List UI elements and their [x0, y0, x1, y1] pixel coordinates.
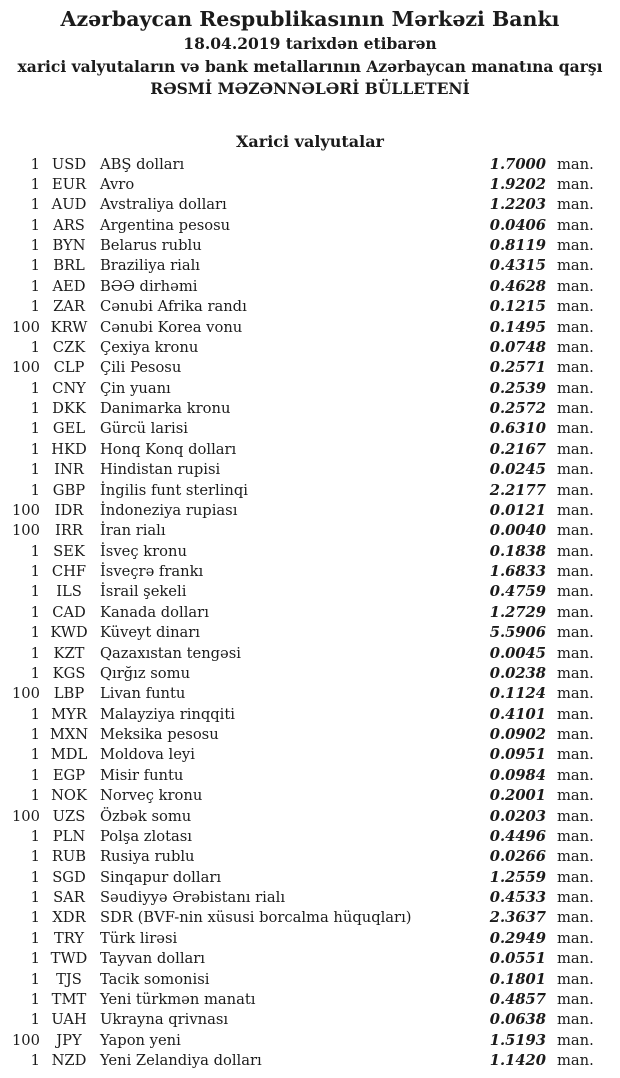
rate-value-cell: 0.4759: [489, 583, 546, 601]
table-row: [0, 949, 620, 969]
rate-value-cell: 0.0040: [489, 522, 546, 540]
table-row: [0, 725, 620, 745]
currency-code-cell: CNY: [52, 379, 86, 397]
currency-code-cell: NOK: [51, 787, 87, 805]
quantity-cell: 1: [30, 440, 40, 458]
quantity-cell: 1: [30, 603, 40, 621]
currency-code-cell: CZK: [52, 338, 86, 356]
currency-name-cell: İngilis funt sterlinqi: [100, 481, 248, 499]
table-row: [0, 990, 620, 1010]
currency-code-cell: RUB: [51, 848, 87, 866]
table-row: [0, 1051, 620, 1071]
quantity-cell: 1: [30, 420, 40, 438]
unit-cell: man.: [557, 216, 594, 234]
quantity-cell: 100: [11, 685, 40, 703]
unit-cell: man.: [557, 644, 594, 662]
table-row: [0, 216, 620, 236]
currency-name-cell: Avro: [100, 175, 135, 193]
table-row: [0, 1031, 620, 1051]
rate-value-cell: 1.7000: [489, 155, 546, 173]
quantity-cell: 1: [30, 277, 40, 295]
currency-name-cell: Norveç kronu: [100, 787, 203, 805]
rate-value-cell: 1.2203: [489, 196, 546, 214]
unit-cell: man.: [557, 685, 594, 703]
rate-value-cell: 0.0406: [489, 216, 546, 234]
currency-code-cell: IDR: [54, 501, 84, 519]
currency-name-cell: İndoneziya rupiası: [100, 501, 238, 519]
unit-cell: man.: [557, 196, 594, 214]
table-row: [0, 338, 620, 358]
table-row: [0, 847, 620, 867]
currency-code-cell: USD: [51, 155, 87, 173]
quantity-cell: 1: [30, 1052, 40, 1069]
currency-name-cell: Türk lirəsi: [100, 929, 178, 947]
rate-value-cell: 0.2167: [489, 440, 546, 458]
rate-value-cell: 0.4628: [489, 277, 546, 295]
currency-name-cell: Polşa zlotası: [100, 827, 192, 845]
rate-value-cell: 1.6833: [489, 563, 546, 580]
rate-value-cell: 1.5193: [489, 1031, 546, 1049]
quantity-cell: 1: [30, 848, 40, 866]
table-row: [0, 318, 620, 338]
currency-name-cell: Braziliya rialı: [100, 257, 200, 275]
currency-code-cell: GBP: [52, 481, 86, 499]
unit-cell: man.: [557, 155, 594, 173]
quantity-cell: 100: [11, 1031, 40, 1049]
currency-name-cell: Belarus rublu: [100, 237, 202, 254]
quantity-cell: 1: [30, 175, 40, 193]
currency-name-cell: Livan funtu: [100, 685, 186, 703]
unit-cell: man.: [557, 950, 594, 968]
rate-value-cell: 0.0951: [489, 746, 546, 764]
unit-cell: man.: [557, 257, 594, 275]
table-row: [0, 623, 620, 643]
quantity-cell: 1: [30, 624, 40, 642]
currency-name-cell: Sinqapur dolları: [100, 868, 222, 886]
quantity-cell: 1: [30, 909, 40, 927]
rate-value-cell: 0.0266: [489, 848, 546, 866]
rate-value-cell: 0.2571: [489, 359, 546, 377]
rate-value-cell: 0.0638: [489, 1011, 546, 1029]
quantity-cell: 1: [30, 644, 40, 662]
quantity-cell: 100: [11, 318, 40, 336]
unit-cell: man.: [557, 583, 594, 601]
rate-value-cell: 0.4857: [489, 990, 546, 1008]
table-row: [0, 460, 620, 480]
currency-code-cell: SGD: [52, 868, 86, 886]
rate-value-cell: 0.0748: [489, 338, 546, 356]
quantity-cell: 1: [30, 746, 40, 764]
currency-code-cell: SAR: [53, 889, 85, 906]
table-row: [0, 603, 620, 623]
rate-value-cell: 1.1420: [489, 1052, 546, 1069]
unit-cell: man.: [557, 461, 594, 479]
currency-name-cell: BƏƏ dirhəmi: [100, 277, 198, 295]
table-row: [0, 684, 620, 704]
currency-name-cell: Özbək somu: [100, 807, 192, 825]
currency-code-cell: UAH: [51, 1011, 87, 1029]
currency-code-cell: IRR: [55, 522, 83, 540]
quantity-cell: 100: [11, 501, 40, 519]
currency-code-cell: JPY: [56, 1031, 82, 1049]
rate-value-cell: 0.4496: [489, 827, 546, 845]
rate-value-cell: 0.2001: [489, 787, 546, 805]
quantity-cell: 1: [30, 338, 40, 356]
quantity-cell: 1: [30, 155, 40, 173]
currency-code-cell: TJS: [56, 970, 82, 988]
currency-name-cell: Kanada dolları: [100, 603, 209, 621]
unit-cell: man.: [557, 664, 594, 682]
table-row: [0, 827, 620, 847]
unit-cell: man.: [557, 624, 594, 642]
currency-code-cell: UZS: [52, 807, 86, 825]
currency-name-cell: Cənubi Korea vonu: [100, 318, 243, 336]
unit-cell: man.: [557, 868, 594, 886]
rate-value-cell: 0.8119: [489, 237, 546, 254]
currency-name-cell: SDR (BVF-nin xüsusi borcalma hüquqları): [100, 909, 412, 927]
currency-code-cell: CAD: [52, 603, 86, 621]
rate-value-cell: 5.5906: [489, 624, 546, 642]
table-row: [0, 297, 620, 317]
currency-name-cell: Tacik somonisi: [100, 970, 210, 988]
currency-name-cell: Argentina pesosu: [100, 216, 231, 234]
table-row: [0, 256, 620, 276]
currency-code-cell: CLP: [53, 359, 85, 377]
rate-value-cell: 2.3637: [489, 909, 546, 927]
quantity-cell: 1: [30, 237, 40, 254]
quantity-cell: 1: [30, 481, 40, 499]
currency-code-cell: TRY: [53, 929, 85, 947]
rate-value-cell: 0.0902: [489, 726, 546, 743]
unit-cell: man.: [557, 542, 594, 560]
currency-name-cell: İsveçrə frankı: [100, 563, 204, 580]
unit-cell: man.: [557, 379, 594, 397]
table-row: [0, 888, 620, 908]
currency-code-cell: INR: [54, 461, 84, 479]
currency-name-cell: Misir funtu: [100, 766, 184, 784]
table-row: [0, 786, 620, 806]
quantity-cell: 1: [30, 827, 40, 845]
currency-code-cell: AED: [52, 277, 86, 295]
currency-code-cell: MYR: [51, 705, 87, 723]
quantity-cell: 1: [30, 379, 40, 397]
currency-code-cell: TWD: [50, 950, 88, 968]
rate-value-cell: 1.2729: [489, 603, 546, 621]
bulletin-header: [0, 5, 620, 101]
currency-code-cell: SEK: [53, 542, 85, 560]
rate-value-cell: 1.2559: [489, 868, 546, 886]
section-heading: Xarici valyutalar: [236, 131, 384, 151]
currency-code-cell: TMT: [51, 990, 87, 1008]
currency-code-cell: EGP: [52, 766, 86, 784]
unit-cell: man.: [557, 400, 594, 417]
currency-code-cell: ARS: [53, 216, 85, 234]
unit-cell: man.: [557, 501, 594, 519]
currency-name-cell: Yeni Zelandiya dolları: [100, 1052, 262, 1069]
unit-cell: man.: [557, 705, 594, 723]
unit-cell: man.: [557, 909, 594, 927]
quantity-cell: 1: [30, 196, 40, 214]
quantity-cell: 100: [11, 359, 40, 377]
quantity-cell: 1: [30, 583, 40, 601]
rate-value-cell: 1.9202: [489, 175, 546, 193]
unit-cell: man.: [557, 726, 594, 743]
currency-name-cell: Qazaxıstan tengəsi: [100, 644, 241, 662]
rate-value-cell: 0.1215: [489, 298, 546, 316]
currency-name-cell: Malayziya rinqqiti: [100, 705, 235, 723]
table-row: [0, 582, 620, 602]
rate-value-cell: 0.2539: [489, 379, 546, 397]
unit-cell: man.: [557, 420, 594, 438]
unit-cell: man.: [557, 970, 594, 988]
currency-name-cell: Moldova leyi: [100, 746, 195, 764]
rate-value-cell: 0.2572: [489, 400, 546, 417]
currency-code-cell: ILS: [56, 583, 82, 601]
rates-table: [0, 155, 620, 1072]
currency-code-cell: KZT: [53, 644, 85, 662]
table-row: [0, 745, 620, 765]
quantity-cell: 1: [30, 726, 40, 743]
table-row: [0, 175, 620, 195]
quantity-cell: 1: [30, 664, 40, 682]
table-row: [0, 481, 620, 501]
currency-name-cell: İran rialı: [100, 522, 166, 540]
unit-cell: man.: [557, 766, 594, 784]
currency-name-cell: Danimarka kronu: [100, 400, 231, 417]
table-row: [0, 868, 620, 888]
table-row: [0, 419, 620, 439]
quantity-cell: 1: [30, 400, 40, 417]
bulletin-title-line: RƏSMİ MƏZƏNNƏLƏRİ BÜLLETENİ: [150, 79, 470, 98]
currency-name-cell: Hindistan rupisi: [100, 461, 221, 479]
currency-name-cell: Yapon yeni: [100, 1031, 181, 1049]
currency-code-cell: ZAR: [53, 298, 85, 316]
unit-cell: man.: [557, 990, 594, 1008]
rate-value-cell: 0.6310: [489, 420, 546, 438]
currency-name-cell: Gürcü larisi: [100, 420, 188, 438]
unit-cell: man.: [557, 1052, 594, 1069]
rate-value-cell: 0.4533: [489, 889, 546, 906]
unit-cell: man.: [557, 603, 594, 621]
table-row: [0, 705, 620, 725]
currency-name-cell: Çili Pesosu: [100, 359, 182, 377]
quantity-cell: 1: [30, 868, 40, 886]
unit-cell: man.: [557, 929, 594, 947]
table-row: [0, 379, 620, 399]
currency-name-cell: Honq Konq dolları: [100, 440, 237, 458]
quantity-cell: 1: [30, 766, 40, 784]
quantity-cell: 1: [30, 542, 40, 560]
currency-name-cell: Tayvan dolları: [100, 950, 206, 968]
currency-name-cell: ABŞ dolları: [100, 155, 185, 173]
currency-code-cell: KWD: [50, 624, 88, 642]
currency-name-cell: Cənubi Afrika randı: [100, 298, 247, 316]
rate-value-cell: 2.2177: [489, 481, 546, 499]
unit-cell: man.: [557, 807, 594, 825]
unit-cell: man.: [557, 746, 594, 764]
quantity-cell: 1: [30, 298, 40, 316]
currency-code-cell: EUR: [51, 175, 87, 193]
table-row: [0, 501, 620, 521]
currency-code-cell: DKK: [52, 400, 86, 417]
unit-cell: man.: [557, 338, 594, 356]
quantity-cell: 1: [30, 929, 40, 947]
currency-name-cell: İsveç kronu: [100, 542, 187, 560]
rate-value-cell: 0.2949: [489, 929, 546, 947]
currency-name-cell: Avstraliya dolları: [100, 196, 227, 214]
table-row: [0, 195, 620, 215]
currency-name-cell: Küveyt dinarı: [100, 624, 201, 642]
currency-name-cell: Rusiya rublu: [100, 848, 195, 866]
currency-code-cell: XDR: [52, 909, 86, 927]
rate-value-cell: 0.1495: [489, 318, 546, 336]
rate-value-cell: 0.0045: [489, 644, 546, 662]
table-row: [0, 1010, 620, 1030]
rate-value-cell: 0.0238: [489, 664, 546, 682]
currency-name-cell: Səudiyyə Ərəbistanı rialı: [100, 889, 286, 906]
page-title: Azərbaycan Respublikasının Mərkəzi Bankı: [60, 7, 560, 31]
unit-cell: man.: [557, 175, 594, 193]
rate-value-cell: 0.4101: [489, 705, 546, 723]
quantity-cell: 1: [30, 563, 40, 580]
table-row: [0, 440, 620, 460]
quantity-cell: 1: [30, 990, 40, 1008]
table-row: [0, 644, 620, 664]
rate-value-cell: 0.0984: [489, 766, 546, 784]
quantity-cell: 1: [30, 257, 40, 275]
unit-cell: man.: [557, 359, 594, 377]
currency-code-cell: MDL: [50, 746, 88, 764]
unit-cell: man.: [557, 1011, 594, 1029]
unit-cell: man.: [557, 440, 594, 458]
currency-code-cell: PLN: [52, 827, 86, 845]
rate-value-cell: 0.0203: [489, 807, 546, 825]
quantity-cell: 1: [30, 889, 40, 906]
currency-name-cell: Ukrayna qrivnası: [100, 1011, 229, 1029]
unit-cell: man.: [557, 889, 594, 906]
currency-code-cell: CHF: [51, 563, 87, 580]
currency-code-cell: BRL: [53, 257, 85, 275]
unit-cell: man.: [557, 318, 594, 336]
rate-value-cell: 0.0551: [489, 950, 546, 968]
unit-cell: man.: [557, 522, 594, 540]
table-row: [0, 807, 620, 827]
currency-code-cell: AUD: [51, 196, 87, 214]
quantity-cell: 1: [30, 787, 40, 805]
table-row: [0, 562, 620, 582]
unit-cell: man.: [557, 827, 594, 845]
currency-code-cell: LBP: [53, 685, 85, 703]
unit-cell: man.: [557, 563, 594, 580]
unit-cell: man.: [557, 787, 594, 805]
rate-value-cell: 0.0121: [489, 501, 546, 519]
currency-code-cell: NZD: [51, 1052, 87, 1069]
rate-value-cell: 0.1801: [489, 970, 546, 988]
currency-code-cell: BYN: [52, 237, 86, 254]
table-row: [0, 766, 620, 786]
table-row: [0, 399, 620, 419]
unit-cell: man.: [557, 298, 594, 316]
unit-cell: man.: [557, 481, 594, 499]
unit-cell: man.: [557, 1031, 594, 1049]
quantity-cell: 1: [30, 216, 40, 234]
currency-code-cell: KRW: [50, 318, 88, 336]
table-row: [0, 155, 620, 175]
currency-name-cell: Meksika pesosu: [100, 726, 219, 743]
unit-cell: man.: [557, 277, 594, 295]
table-row: [0, 664, 620, 684]
table-row: [0, 929, 620, 949]
currency-name-cell: Çexiya kronu: [100, 338, 199, 356]
table-row: [0, 521, 620, 541]
unit-cell: man.: [557, 237, 594, 254]
currency-code-cell: MXN: [49, 726, 89, 743]
currency-name-cell: Qırğız somu: [100, 664, 191, 682]
currency-code-cell: KGS: [52, 664, 86, 682]
effective-date-line: 18.04.2019 tarixdən etibarən: [183, 34, 437, 53]
rate-value-cell: 0.1838: [489, 542, 546, 560]
table-row: [0, 970, 620, 990]
quantity-cell: 1: [30, 461, 40, 479]
rate-value-cell: 0.4315: [489, 257, 546, 275]
table-row: [0, 358, 620, 378]
table-row: [0, 236, 620, 256]
rate-value-cell: 0.0245: [489, 461, 546, 479]
currency-code-cell: GEL: [52, 420, 86, 438]
table-row: [0, 908, 620, 928]
quantity-cell: 1: [30, 950, 40, 968]
quantity-cell: 1: [30, 1011, 40, 1029]
table-row: [0, 542, 620, 562]
quantity-cell: 100: [11, 807, 40, 825]
currency-name-cell: İsrail şekeli: [100, 583, 187, 601]
quantity-cell: 100: [11, 522, 40, 540]
bulletin-page: [0, 5, 620, 1078]
table-row: [0, 277, 620, 297]
quantity-cell: 1: [30, 705, 40, 723]
quantity-cell: 1: [30, 970, 40, 988]
currency-code-cell: HKD: [51, 440, 87, 458]
currency-name-cell: Çin yuanı: [100, 379, 171, 397]
unit-cell: man.: [557, 848, 594, 866]
subtitle-line: xarici valyutaların və bank metallarının Azərbaycan manatına qarşı: [17, 56, 603, 76]
currency-name-cell: Yeni türkmən manatı: [100, 990, 256, 1008]
rate-value-cell: 0.1124: [489, 685, 546, 703]
